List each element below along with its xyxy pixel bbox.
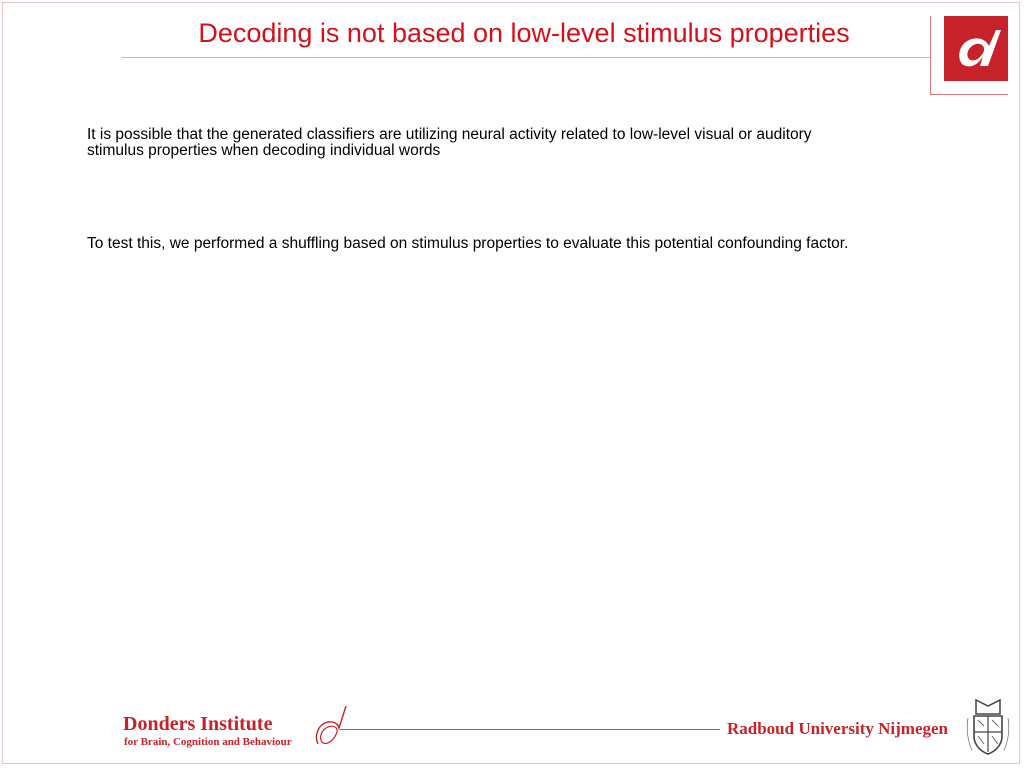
donders-delta-logo-icon: [944, 16, 1008, 81]
slide-title: Decoding is not based on low-level stimulus properties: [198, 18, 850, 48]
donders-institute-subtitle: for Brain, Cognition and Behaviour: [124, 736, 292, 748]
donders-institute-name: Donders Institute: [123, 713, 273, 735]
donders-delta-outline-icon: [314, 704, 350, 748]
title-divider: [122, 57, 930, 58]
radboud-seal-icon: [962, 696, 1014, 756]
logo-frame-line: [930, 94, 1008, 95]
radboud-university-name: Radboud University Nijmegen: [727, 719, 949, 738]
body-paragraph: To test this, we performed a shuffling based on stimulus properties to evaluate this potential confounding factor.: [87, 235, 849, 252]
body-paragraph: It is possible that the generated classifiers are utilizing neural activity related to low-level visual or auditory stimulus properties when decoding individual words: [87, 126, 812, 159]
slide-frame: [2, 2, 1020, 764]
footer-divider: [340, 729, 720, 730]
logo-frame-line: [930, 16, 931, 95]
